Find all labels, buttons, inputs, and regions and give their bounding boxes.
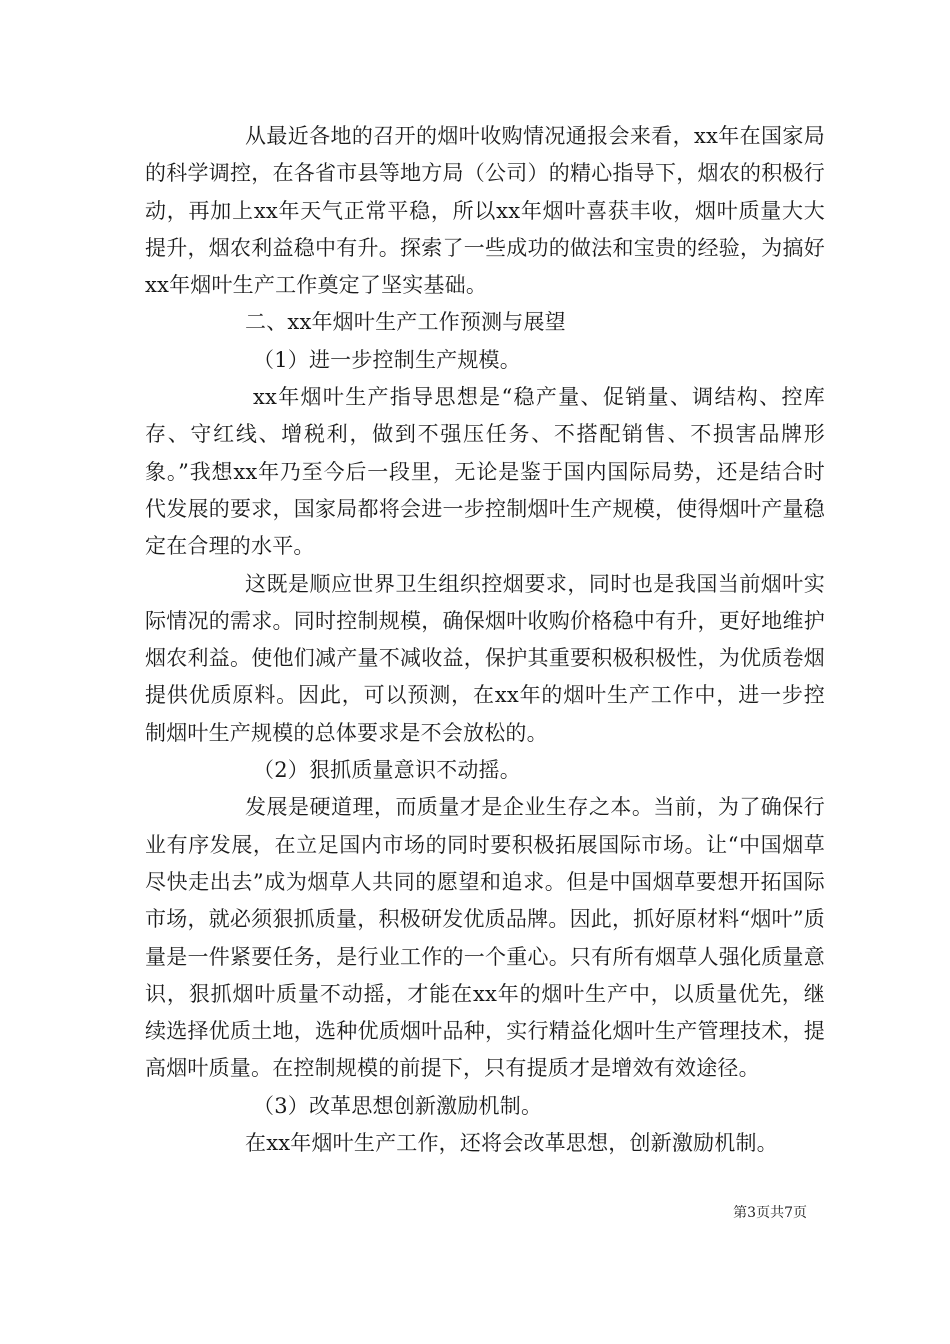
subheading-reform: （3）改革思想创新激励机制。 (253, 1093, 543, 1118)
subheading-control-scale: （1）进一步控制生产规模。 (253, 347, 521, 372)
paragraph-harvest-summary: 从最近各地的召开的烟叶收购情况通报会来看，xx年在国家局的科学调控，在各省市县等地方局（公司）的精心指导下，烟农的积极行动，再加上xx年天气正常平稳，所以xx年烟叶喜获丰收，烟叶质量大大提升，烟农利益稳中有升。探索了一些成功的做法和宝贵的经验，为搞好xx年烟叶生产工作奠定了坚实基础。 (145, 124, 825, 298)
document-body (145, 118, 825, 1162)
page-number-footer: 第3页共7页 (733, 1205, 807, 1221)
paragraph-reform-intro: 在xx年烟叶生产工作，还将会改革思想，创新激励机制。 (245, 1131, 778, 1156)
section-heading-forecast: 二、xx年烟叶生产工作预测与展望 (245, 310, 566, 335)
paragraph-quality-development: 发展是硬道理，而质量才是企业生存之本。当前，为了确保行业有序发展，在立足国内市场的同时要积极拓展国际市场。让“中国烟草尽快走出去”成为烟草人共同的愿望和追求。但是中国烟草要想开拓国际市场，就必须狠抓质量，积极研发优质品牌。因此，抓好原材料“烟叶”质量是一件紧要任务，是行业工作的一个重心。只有所有烟草人强化质量意识，狠抓烟叶质量不动摇，才能在xx年的烟叶生产中，以质量优先，继续选择优质土地，选种优质烟叶品种，实行精益化烟叶生产管理技术，提高烟叶质量。在控制规模的前提下，只有提质才是增效有效途径。 (145, 795, 825, 1081)
paragraph-guiding-ideology: xx年烟叶生产指导思想是“稳产量、促销量、调结构、控库存、守红线、增税利，做到不强压任务、不搭配销售、不损害品牌形象。”我想xx年乃至今后一段里，无论是鉴于国内国际局势，还是结合时代发展的要求，国家局都将会进一步控制烟叶生产规模，使得烟叶产量稳定在合理的水平。 (145, 385, 825, 559)
subheading-quality: （2）狠抓质量意识不动摇。 (253, 758, 521, 783)
paragraph-who-compliance: 这既是顺应世界卫生组织控烟要求，同时也是我国当前烟叶实际情况的需求。同时控制规模，确保烟叶收购价格稳中有升，更好地维护烟农利益。使他们减产量不减收益，保护其重要积极积极性，为优质卷烟提供优质原料。因此，可以预测，在xx年的烟叶生产工作中，进一步控制烟叶生产规模的总体要求是不会放松的。 (145, 571, 825, 745)
